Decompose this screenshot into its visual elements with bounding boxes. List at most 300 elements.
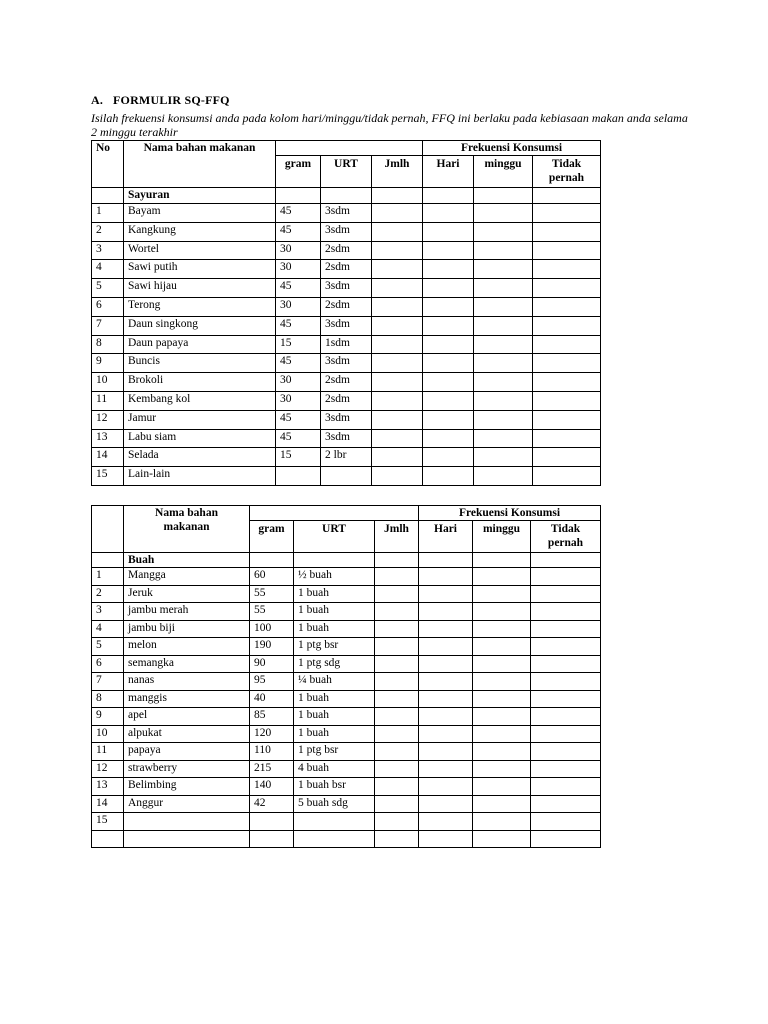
table-row (92, 279, 601, 298)
row-jmlh[interactable] (372, 260, 423, 279)
row-gram: 45 (276, 279, 321, 298)
row-minggu[interactable] (473, 743, 531, 761)
row-hari[interactable] (423, 204, 474, 223)
row-name: Bayam (124, 204, 276, 223)
row-no: 14 (92, 448, 124, 467)
row-gram: 30 (276, 297, 321, 316)
table-row (92, 638, 601, 656)
row-tidak-pernah[interactable] (533, 279, 601, 298)
row-gram: 15 (276, 335, 321, 354)
header-hari: Hari (423, 156, 474, 188)
row-urt: 1 ptg bsr (294, 638, 375, 656)
row-tidak-pernah[interactable] (531, 690, 601, 708)
row-minggu[interactable] (473, 708, 531, 726)
row-jmlh[interactable] (372, 316, 423, 335)
row-no: 10 (92, 373, 124, 392)
row-tidak-pernah[interactable] (531, 568, 601, 586)
row-urt: 2 lbr (321, 448, 372, 467)
header-hari: Hari (419, 521, 473, 553)
row-name: melon (124, 638, 250, 656)
row-no: 15 (92, 813, 124, 831)
table-row (92, 760, 601, 778)
header-minggu: minggu (474, 156, 533, 188)
row-name: alpukat (124, 725, 250, 743)
row-tidak-pernah[interactable] (533, 410, 601, 429)
section-row (92, 553, 601, 568)
row-name: apel (124, 708, 250, 726)
row-hari[interactable] (419, 813, 473, 831)
row-name: Terong (124, 297, 276, 316)
row-name: Buncis (124, 354, 276, 373)
row-urt: 3sdm (321, 316, 372, 335)
row-tidak-pernah[interactable] (531, 743, 601, 761)
row-hari[interactable] (419, 638, 473, 656)
row-jmlh[interactable] (375, 708, 419, 726)
row-hari[interactable] (419, 778, 473, 796)
row-minggu[interactable] (473, 830, 531, 848)
row-jmlh[interactable] (372, 335, 423, 354)
row-no: 9 (92, 708, 124, 726)
row-jmlh[interactable] (375, 568, 419, 586)
row-urt: 1 buah (294, 690, 375, 708)
table-row (92, 260, 601, 279)
header-urt: URT (294, 521, 375, 553)
row-tidak-pernah[interactable] (533, 241, 601, 260)
row-jmlh[interactable] (375, 813, 419, 831)
row-tidak-pernah[interactable] (531, 813, 601, 831)
row-tidak-pernah[interactable] (533, 260, 601, 279)
row-gram: 85 (250, 708, 294, 726)
row-tidak-pernah[interactable] (533, 391, 601, 410)
row-hari[interactable] (423, 279, 474, 298)
row-hari[interactable] (419, 725, 473, 743)
row-hari[interactable] (423, 260, 474, 279)
row-no: 10 (92, 725, 124, 743)
row-minggu[interactable] (473, 778, 531, 796)
row-minggu[interactable] (473, 603, 531, 621)
row-urt: 2sdm (321, 297, 372, 316)
section-label: Buah (124, 553, 250, 568)
row-jmlh[interactable] (375, 585, 419, 603)
row-urt: 1 buah bsr (294, 778, 375, 796)
table-row (92, 335, 601, 354)
row-tidak-pernah[interactable] (533, 297, 601, 316)
row-hari[interactable] (423, 410, 474, 429)
row-tidak-pernah[interactable] (531, 830, 601, 848)
row-tidak-pernah[interactable] (531, 655, 601, 673)
row-no: 11 (92, 391, 124, 410)
table-row (92, 830, 601, 848)
row-urt: 3sdm (321, 410, 372, 429)
header-frekuensi: Frekuensi Konsumsi (423, 141, 601, 156)
row-name: Daun papaya (124, 335, 276, 354)
table-header-row (92, 141, 601, 156)
row-minggu[interactable] (474, 260, 533, 279)
table-row (92, 725, 601, 743)
row-gram: 30 (276, 391, 321, 410)
row-gram: 30 (276, 373, 321, 392)
row-gram: 45 (276, 222, 321, 241)
row-minggu[interactable] (473, 690, 531, 708)
section-row (92, 188, 601, 204)
row-jmlh[interactable] (375, 778, 419, 796)
row-gram: 110 (250, 743, 294, 761)
row-name: nanas (124, 673, 250, 691)
row-name: Kembang kol (124, 391, 276, 410)
row-urt: 1 buah (294, 725, 375, 743)
header-name-line2: makanan (163, 521, 210, 533)
row-no: 5 (92, 279, 124, 298)
row-minggu[interactable] (473, 620, 531, 638)
row-urt: 2sdm (321, 241, 372, 260)
row-name: papaya (124, 743, 250, 761)
row-minggu[interactable] (473, 760, 531, 778)
row-name: strawberry (124, 760, 250, 778)
row-hari[interactable] (419, 760, 473, 778)
row-tidak-pernah[interactable] (531, 638, 601, 656)
row-urt: 1 ptg sdg (294, 655, 375, 673)
row-name: Sawi hijau (124, 279, 276, 298)
row-urt: 1 buah (294, 585, 375, 603)
row-no: 2 (92, 222, 124, 241)
row-urt: 3sdm (321, 354, 372, 373)
row-minggu[interactable] (474, 373, 533, 392)
row-jmlh[interactable] (372, 448, 423, 467)
row-jmlh[interactable] (375, 673, 419, 691)
row-gram: 90 (250, 655, 294, 673)
row-name: jambu biji (124, 620, 250, 638)
table-row (92, 373, 601, 392)
row-tidak-pernah[interactable] (531, 620, 601, 638)
row-name: Sawi putih (124, 260, 276, 279)
row-tidak-pernah[interactable] (533, 448, 601, 467)
row-gram (250, 813, 294, 831)
row-gram: 15 (276, 448, 321, 467)
row-name: Belimbing (124, 778, 250, 796)
row-urt: 1 buah (294, 603, 375, 621)
row-gram: 100 (250, 620, 294, 638)
form-title: FORMULIR SQ-FFQ (113, 93, 230, 107)
row-gram: 215 (250, 760, 294, 778)
header-no (92, 506, 124, 553)
header-pernah: pernah (548, 172, 585, 184)
row-gram: 120 (250, 725, 294, 743)
row-gram: 55 (250, 603, 294, 621)
row-no: 11 (92, 743, 124, 761)
row-no: 12 (92, 410, 124, 429)
row-name: Jeruk (124, 585, 250, 603)
row-tidak-pernah[interactable] (533, 373, 601, 392)
row-urt: 1sdm (321, 335, 372, 354)
row-tidak-pernah[interactable] (531, 795, 601, 813)
header-tidak: Tidak (550, 523, 581, 535)
row-jmlh[interactable] (372, 241, 423, 260)
row-jmlh[interactable] (372, 222, 423, 241)
row-no (92, 830, 124, 848)
row-urt (294, 830, 375, 848)
row-tidak-pernah[interactable] (531, 760, 601, 778)
form-heading (91, 93, 230, 108)
table-row (92, 448, 601, 467)
row-jmlh[interactable] (372, 410, 423, 429)
row-gram (276, 467, 321, 486)
row-minggu[interactable] (474, 316, 533, 335)
row-tidak-pernah[interactable] (531, 585, 601, 603)
row-jmlh[interactable] (372, 373, 423, 392)
header-frekuensi: Frekuensi Konsumsi (419, 506, 601, 521)
table-row (92, 391, 601, 410)
row-gram: 190 (250, 638, 294, 656)
row-jmlh[interactable] (375, 743, 419, 761)
row-no: 7 (92, 316, 124, 335)
table-row (92, 241, 601, 260)
row-minggu[interactable] (474, 241, 533, 260)
row-hari[interactable] (419, 795, 473, 813)
header-minggu: minggu (473, 521, 531, 553)
row-jmlh[interactable] (375, 830, 419, 848)
row-urt: 2sdm (321, 373, 372, 392)
row-hari[interactable] (419, 743, 473, 761)
row-no: 12 (92, 760, 124, 778)
row-gram: 55 (250, 585, 294, 603)
table-row (92, 690, 601, 708)
row-name: Daun singkong (124, 316, 276, 335)
row-no: 1 (92, 568, 124, 586)
row-no: 3 (92, 603, 124, 621)
row-urt: 3sdm (321, 204, 372, 223)
row-tidak-pernah[interactable] (533, 204, 601, 223)
row-urt: 3sdm (321, 222, 372, 241)
row-minggu[interactable] (474, 429, 533, 448)
row-minggu[interactable] (474, 222, 533, 241)
row-no: 6 (92, 655, 124, 673)
row-no: 14 (92, 795, 124, 813)
row-jmlh[interactable] (375, 795, 419, 813)
row-name: jambu merah (124, 603, 250, 621)
row-urt: 1 buah (294, 620, 375, 638)
row-hari[interactable] (423, 241, 474, 260)
row-no: 7 (92, 673, 124, 691)
row-hari[interactable] (419, 708, 473, 726)
row-urt: 1 ptg bsr (294, 743, 375, 761)
header-name: Nama bahan makanan (124, 141, 276, 188)
row-no: 5 (92, 638, 124, 656)
row-gram (250, 830, 294, 848)
row-hari[interactable] (419, 655, 473, 673)
row-minggu[interactable] (474, 354, 533, 373)
row-tidak-pernah[interactable] (533, 467, 601, 486)
row-tidak-pernah[interactable] (531, 778, 601, 796)
row-name (124, 813, 250, 831)
table-row (92, 795, 601, 813)
row-urt (321, 467, 372, 486)
row-hari[interactable] (419, 585, 473, 603)
row-urt: 5 buah sdg (294, 795, 375, 813)
table-row (92, 410, 601, 429)
row-no: 15 (92, 467, 124, 486)
row-minggu[interactable] (474, 279, 533, 298)
row-tidak-pernah[interactable] (533, 429, 601, 448)
row-name: Lain-lain (124, 467, 276, 486)
row-gram: 140 (250, 778, 294, 796)
row-tidak-pernah[interactable] (531, 673, 601, 691)
row-jmlh[interactable] (375, 620, 419, 638)
header-tidak-pernah (531, 521, 601, 553)
row-hari[interactable] (423, 373, 474, 392)
row-no: 6 (92, 297, 124, 316)
row-hari[interactable] (423, 467, 474, 486)
row-hari[interactable] (419, 673, 473, 691)
row-tidak-pernah[interactable] (533, 316, 601, 335)
row-name (124, 830, 250, 848)
row-gram: 45 (276, 204, 321, 223)
row-name: Anggur (124, 795, 250, 813)
table-row (92, 673, 601, 691)
table-row (92, 316, 601, 335)
row-name: Brokoli (124, 373, 276, 392)
row-hari[interactable] (419, 603, 473, 621)
row-name: Wortel (124, 241, 276, 260)
header-urt: URT (321, 156, 372, 188)
row-minggu[interactable] (474, 448, 533, 467)
row-minggu[interactable] (474, 410, 533, 429)
row-jmlh[interactable] (372, 279, 423, 298)
buah-table (91, 505, 601, 848)
row-hari[interactable] (423, 354, 474, 373)
row-minggu[interactable] (474, 335, 533, 354)
header-no: No (92, 141, 124, 188)
row-jmlh[interactable] (375, 725, 419, 743)
row-hari[interactable] (419, 690, 473, 708)
row-no: 2 (92, 585, 124, 603)
row-no: 9 (92, 354, 124, 373)
row-gram: 42 (250, 795, 294, 813)
table-row (92, 297, 601, 316)
row-no: 3 (92, 241, 124, 260)
row-no: 8 (92, 690, 124, 708)
row-tidak-pernah[interactable] (531, 603, 601, 621)
row-no: 13 (92, 429, 124, 448)
row-gram: 60 (250, 568, 294, 586)
row-hari[interactable] (423, 316, 474, 335)
header-blank (276, 141, 423, 156)
row-hari[interactable] (423, 297, 474, 316)
row-jmlh[interactable] (375, 603, 419, 621)
row-hari[interactable] (419, 620, 473, 638)
row-hari[interactable] (419, 830, 473, 848)
row-name: Labu siam (124, 429, 276, 448)
row-minggu[interactable] (474, 391, 533, 410)
row-minggu[interactable] (474, 467, 533, 486)
row-gram: 30 (276, 260, 321, 279)
row-hari[interactable] (423, 448, 474, 467)
row-urt: 4 buah (294, 760, 375, 778)
row-minggu[interactable] (474, 204, 533, 223)
row-name: semangka (124, 655, 250, 673)
row-minggu[interactable] (473, 673, 531, 691)
table-row (92, 429, 601, 448)
row-minggu[interactable] (473, 585, 531, 603)
row-minggu[interactable] (473, 638, 531, 656)
table-row (92, 585, 601, 603)
row-jmlh[interactable] (375, 655, 419, 673)
row-urt (294, 813, 375, 831)
table-header-row (92, 506, 601, 521)
row-no: 1 (92, 204, 124, 223)
row-minggu[interactable] (473, 813, 531, 831)
row-hari[interactable] (419, 568, 473, 586)
row-jmlh[interactable] (372, 354, 423, 373)
row-jmlh[interactable] (372, 297, 423, 316)
row-minggu[interactable] (473, 795, 531, 813)
row-urt: 2sdm (321, 391, 372, 410)
row-no: 4 (92, 620, 124, 638)
table-row (92, 204, 601, 223)
table-row (92, 655, 601, 673)
row-jmlh[interactable] (372, 391, 423, 410)
table-row (92, 743, 601, 761)
row-gram: 45 (276, 429, 321, 448)
row-tidak-pernah[interactable] (533, 335, 601, 354)
table-row (92, 467, 601, 486)
table-row (92, 568, 601, 586)
row-tidak-pernah[interactable] (533, 222, 601, 241)
row-hari[interactable] (423, 222, 474, 241)
row-urt: ¼ buah (294, 673, 375, 691)
row-jmlh[interactable] (372, 467, 423, 486)
row-name: Jamur (124, 410, 276, 429)
row-tidak-pernah[interactable] (531, 725, 601, 743)
row-no: 4 (92, 260, 124, 279)
row-name: Selada (124, 448, 276, 467)
row-jmlh[interactable] (372, 204, 423, 223)
row-urt: 3sdm (321, 279, 372, 298)
row-gram: 95 (250, 673, 294, 691)
row-minggu[interactable] (473, 568, 531, 586)
table-row (92, 813, 601, 831)
row-minggu[interactable] (473, 655, 531, 673)
header-blank (250, 506, 419, 521)
row-urt: 3sdm (321, 429, 372, 448)
table-row (92, 708, 601, 726)
row-hari[interactable] (423, 391, 474, 410)
table-row (92, 222, 601, 241)
row-hari[interactable] (423, 429, 474, 448)
row-jmlh[interactable] (375, 690, 419, 708)
row-minggu[interactable] (474, 297, 533, 316)
header-jmlh: Jmlh (375, 521, 419, 553)
row-urt: 1 buah (294, 708, 375, 726)
table-row (92, 620, 601, 638)
row-minggu[interactable] (473, 725, 531, 743)
row-urt: 2sdm (321, 260, 372, 279)
row-jmlh[interactable] (375, 760, 419, 778)
header-pernah: pernah (547, 537, 584, 549)
table-row (92, 603, 601, 621)
row-name: manggis (124, 690, 250, 708)
table-row (92, 778, 601, 796)
row-jmlh[interactable] (375, 638, 419, 656)
table-row (92, 354, 601, 373)
row-no: 8 (92, 335, 124, 354)
row-name: Kangkung (124, 222, 276, 241)
header-gram: gram (276, 156, 321, 188)
row-tidak-pernah[interactable] (531, 708, 601, 726)
row-jmlh[interactable] (372, 429, 423, 448)
row-hari[interactable] (423, 335, 474, 354)
header-tidak: Tidak (551, 158, 582, 170)
row-tidak-pernah[interactable] (533, 354, 601, 373)
